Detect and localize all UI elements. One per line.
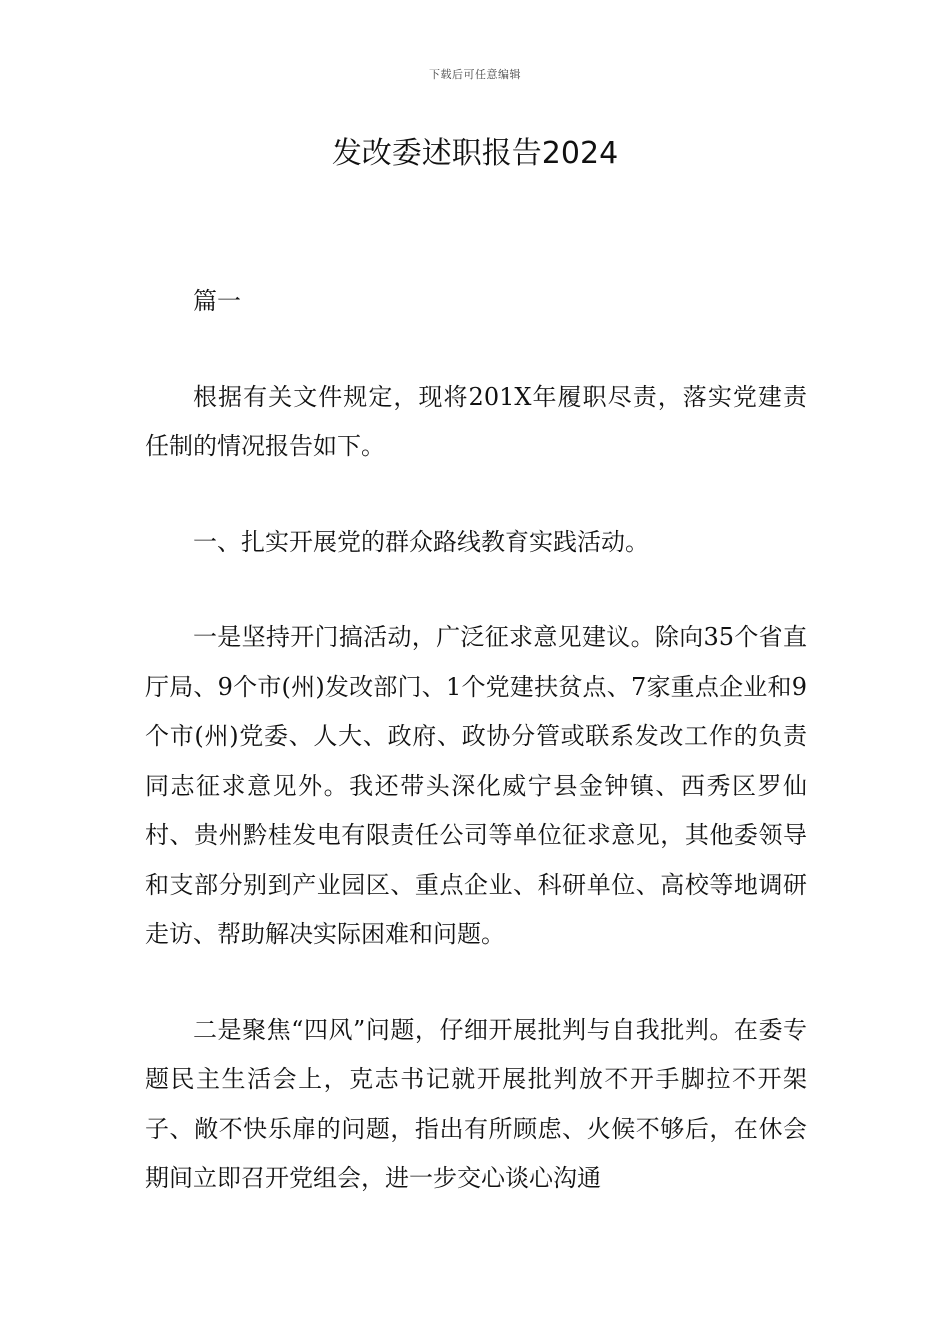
paragraph-point-two: 二是聚焦“四风”问题，仔细开展批判与自我批判。在委专题民主生活会上，克志书记就开展批判放不开手脚拉不开架子、敞不快乐扉的问题，指出有所顾虑、火候不够后，在休会期间立即召开党组会，进一步交心谈心沟通 — [145, 1015, 807, 1192]
paragraph-part-one: 篇一 — [193, 287, 241, 315]
paragraph-point-one: 一是坚持开门搞活动，广泛征求意见建议。除向35个省直厅局、9个市(州)发改部门、1个党建扶贫点、7家重点企业和9个市(州)党委、人大、政府、政协分管或联系发改工作的负责同志征求意见外。我还带头深化威宁县金钟镇、西秀区罗仙村、贵州黔桂发电有限责任公司等单位征求意见，其他委领导和支部分别到产业园区、重点企业、科研单位、高校等地调研走访、帮助解决实际困难和问题。 — [145, 623, 807, 948]
paragraph-intro: 根据有关文件规定，现将201X年履职尽责，落实党建责任制的情况报告如下。 — [145, 382, 807, 460]
document-title: 发改委述职报告2024 — [331, 136, 619, 171]
header-note: 下载后可任意编辑 — [429, 68, 521, 81]
section-heading-one: 一、扎实开展党的群众路线教育实践活动。 — [193, 527, 649, 556]
document-body — [145, 277, 807, 1250]
